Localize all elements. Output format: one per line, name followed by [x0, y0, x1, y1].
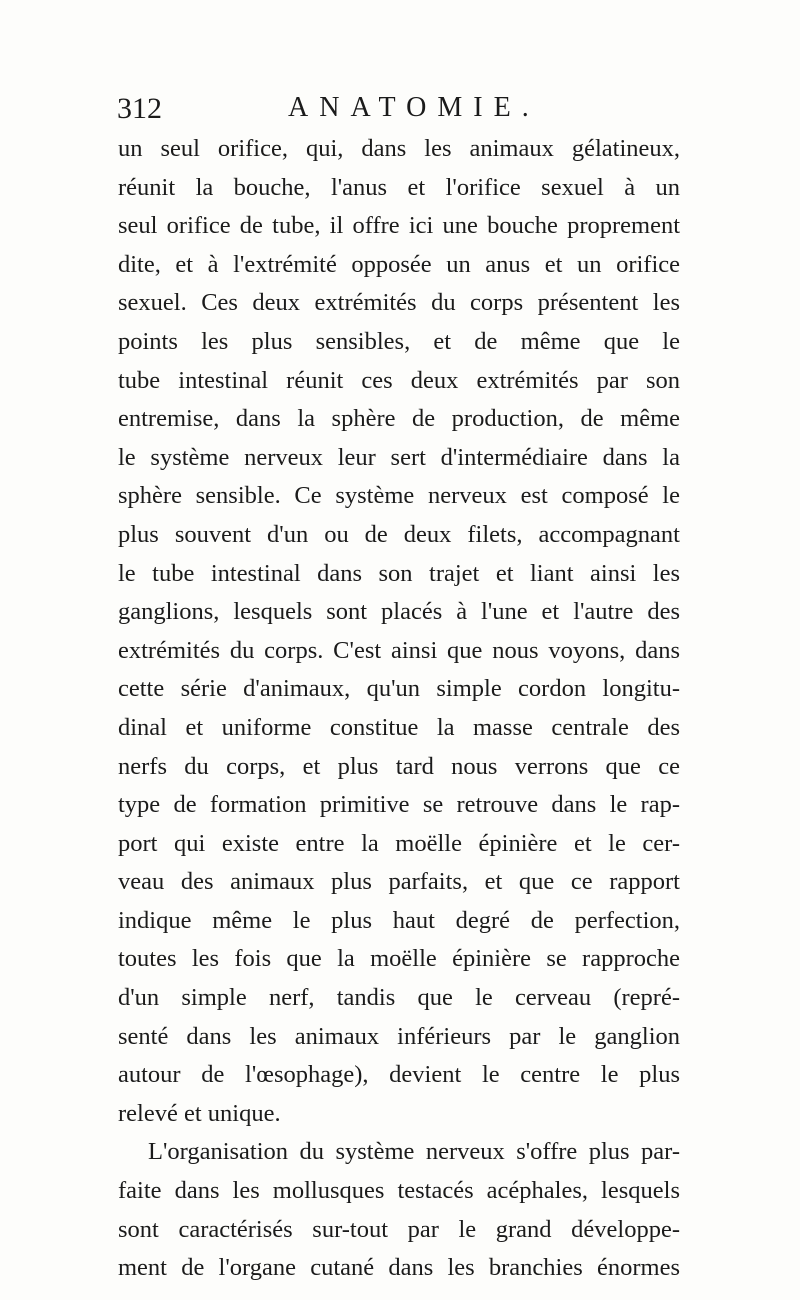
text-line: cette série d'animaux, qu'un simple cordon longitu-: [118, 675, 680, 703]
text-line: dite, et à l'extrémité opposée un anus et un orifice: [118, 250, 680, 278]
text-line: sexuel. Ces deux extrémités du corps présentent les: [118, 289, 680, 317]
running-head: [117, 92, 677, 132]
text-line: type de formation primitive se retrouve dans le rap-: [118, 791, 680, 819]
text-line: le tube intestinal dans son trajet et liant ainsi les: [118, 559, 680, 587]
text-line: ment de l'organe cutané dans les branchies énormes: [118, 1254, 680, 1282]
text-line: seul orifice de tube, il offre ici une bouche proprement: [118, 212, 680, 240]
text-line: autour de l'œsophage), devient le centre le plus: [118, 1061, 680, 1089]
text-line: extrémités du corps. C'est ainsi que nous voyons, dans: [118, 636, 680, 664]
page-number: 312: [117, 92, 162, 125]
text-line: senté dans les animaux inférieurs par le ganglion: [118, 1022, 680, 1050]
text-line: tube intestinal réunit ces deux extrémités par son: [118, 366, 680, 394]
text-line: faite dans les mollusques testacés acéphales, lesquels: [118, 1177, 680, 1205]
text-line: sphère sensible. Ce système nerveux est composé le: [118, 482, 680, 510]
body-text: [118, 130, 680, 1288]
text-line: réunit la bouche, l'anus et l'orifice sexuel à un: [118, 173, 680, 201]
text-line: toutes les fois que la moëlle épinière se rapproche: [118, 945, 680, 973]
text-line: le système nerveux leur sert d'intermédiaire dans la: [118, 443, 680, 471]
text-line: entremise, dans la sphère de production, de même: [118, 405, 680, 433]
paragraph-start-line: L'organisation du système nerveux s'offre plus par-: [148, 1138, 680, 1166]
text-line: veau des animaux plus parfaits, et que ce rapport: [118, 868, 680, 896]
paragraph-end-line: relevé et unique.: [118, 1099, 281, 1127]
text-line: port qui existe entre la moëlle épinière et le cer-: [118, 829, 680, 857]
text-line: ganglions, lesquels sont placés à l'une et l'autre des: [118, 598, 680, 626]
running-title: ANATOMIE.: [288, 92, 540, 123]
text-line: sont caractérisés sur-tout par le grand développe-: [118, 1215, 680, 1243]
text-line: points les plus sensibles, et de même que le: [118, 327, 680, 355]
text-line: dinal et uniforme constitue la masse centrale des: [118, 713, 680, 741]
text-line: d'un simple nerf, tandis que le cerveau (repré-: [118, 984, 680, 1012]
text-line: plus souvent d'un ou de deux filets, accompagnant: [118, 520, 680, 548]
text-line: indique même le plus haut degré de perfection,: [118, 906, 680, 934]
text-line: nerfs du corps, et plus tard nous verrons que ce: [118, 752, 680, 780]
text-line: un seul orifice, qui, dans les animaux gélatineux,: [118, 135, 680, 162]
